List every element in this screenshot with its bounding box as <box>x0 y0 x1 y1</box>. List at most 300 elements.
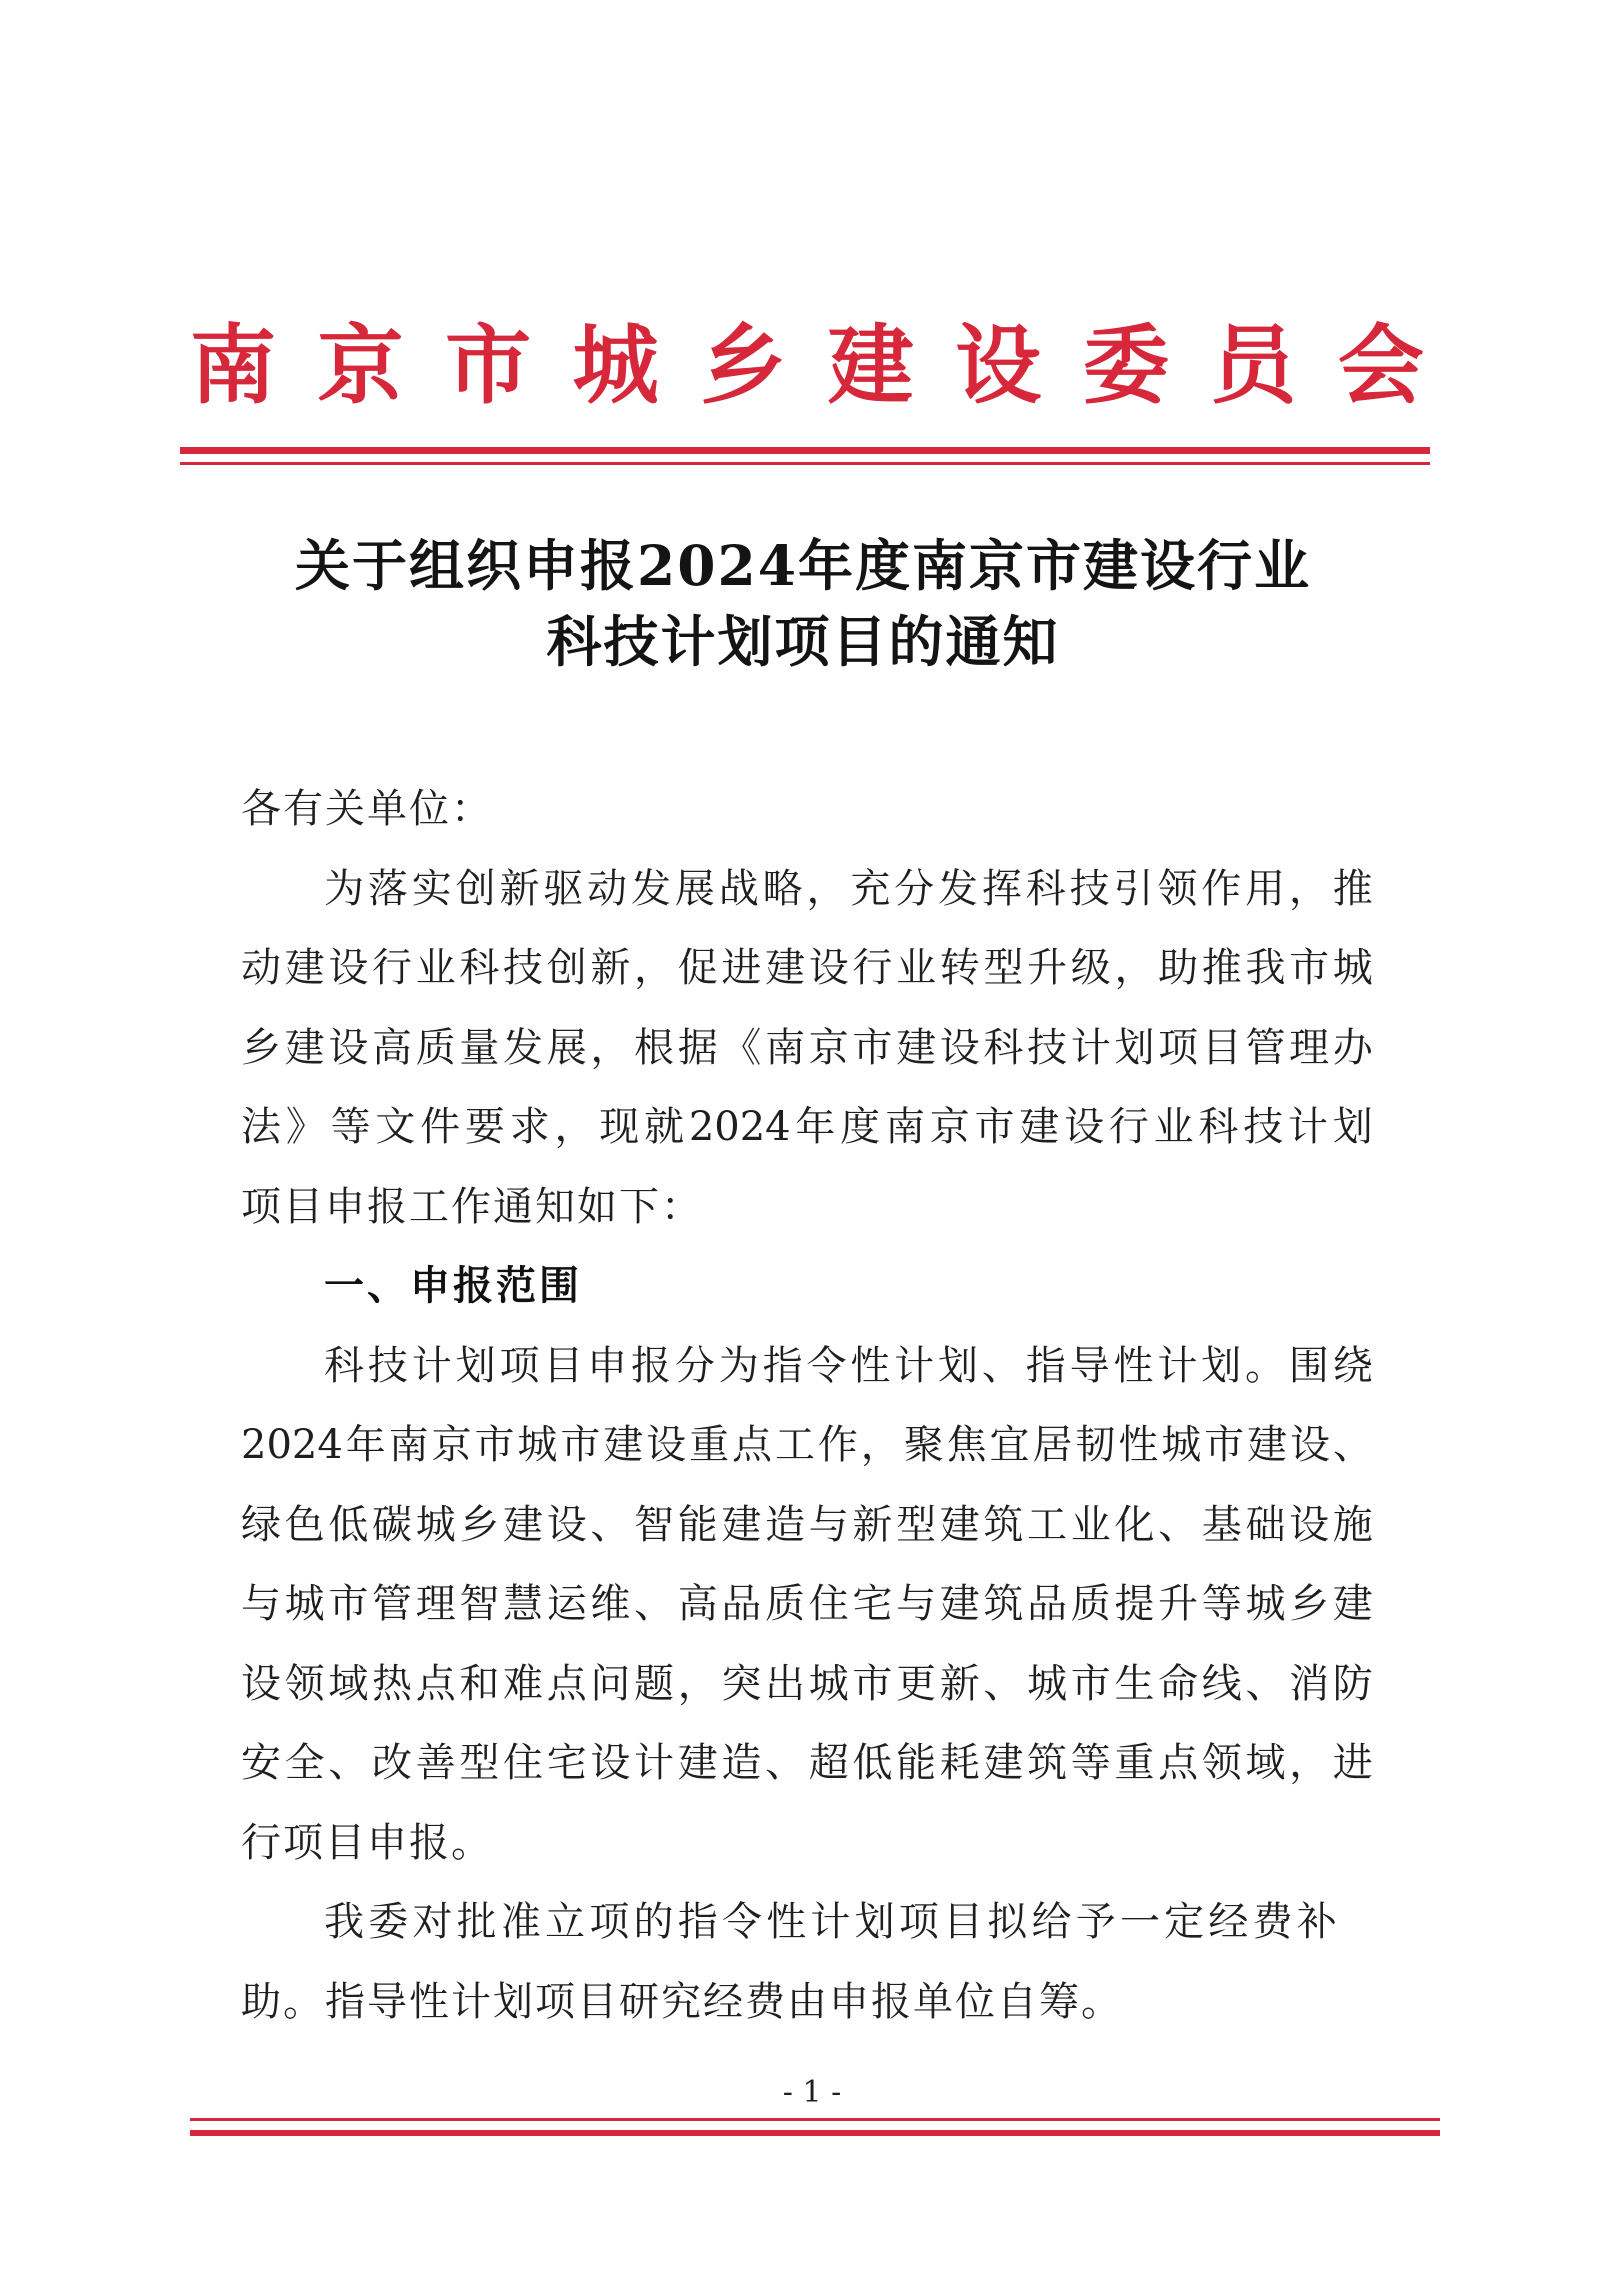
glyph: 维 <box>590 1581 631 1627</box>
glyph: 新 <box>499 865 540 912</box>
glyph: 重 <box>689 1422 730 1468</box>
glyph: 发 <box>631 865 672 912</box>
glyph: 2024 <box>688 1104 791 1150</box>
glyph: 项 <box>589 1899 630 1945</box>
glyph: 线 <box>1201 1660 1242 1707</box>
glyph: 技 <box>503 945 544 991</box>
glyph: 能 <box>896 1740 937 1786</box>
glyph: 立 <box>545 1899 586 1945</box>
glyph: ， <box>1289 1740 1330 1786</box>
glyph: 点 <box>546 1660 587 1707</box>
glyph: 低 <box>852 1740 893 1786</box>
glyph: 令 <box>721 1899 762 1945</box>
glyph: 技 <box>1069 865 1110 912</box>
glyph: 设 <box>1290 1422 1330 1468</box>
glyph: 等 <box>1201 1581 1242 1627</box>
glyph: 划 <box>455 1342 496 1389</box>
glyph: 技 <box>367 1342 408 1389</box>
section-heading: 一、申报范围 <box>324 1263 582 1309</box>
glyph: 建 <box>284 1024 325 1071</box>
footer-rule-thin <box>190 2118 1440 2121</box>
document-title-line-1: 关于组织申报2024年度南京市建设行业 <box>294 533 1312 598</box>
glyph: 低 <box>328 1501 369 1548</box>
glyph: 建 <box>1019 1104 1060 1150</box>
glyph: 城 <box>415 1501 456 1548</box>
glyph: 宅 <box>852 1581 893 1627</box>
glyph: 消 <box>1289 1660 1330 1707</box>
glyph: 难 <box>503 1660 544 1707</box>
glyph: 居 <box>1032 1422 1073 1468</box>
glyph: 与 <box>808 1501 849 1548</box>
glyph: 建 <box>896 1024 937 1071</box>
intro-line <box>241 1009 1373 1089</box>
salutation: 各有关单位： <box>241 786 493 832</box>
glyph: 与 <box>896 1581 937 1627</box>
glyph: 补 <box>1296 1899 1337 1945</box>
glyph: 防 <box>1332 1660 1373 1707</box>
glyph: 热 <box>372 1660 413 1707</box>
glyph: 项 <box>499 1342 540 1389</box>
glyph: 建 <box>765 945 806 991</box>
glyph: 南 <box>190 315 276 416</box>
glyph: 筑 <box>983 1501 1024 1548</box>
glyph: 报 <box>631 1342 672 1389</box>
glyph: 、 <box>983 1660 1024 1707</box>
glyph: 技 <box>1243 1104 1284 1150</box>
glyph: 宅 <box>546 1740 587 1786</box>
glyph: 施 <box>1332 1501 1373 1548</box>
glyph: 员 <box>1210 315 1297 416</box>
glyph: 划 <box>854 1899 895 1945</box>
glyph: 根 <box>634 1024 675 1071</box>
glyph: 年 <box>795 1104 836 1150</box>
glyph: 领 <box>1157 865 1198 912</box>
glyph: 设 <box>546 1501 587 1548</box>
glyph: 文 <box>375 1104 416 1150</box>
glyph: 建 <box>1332 1581 1373 1627</box>
glyph: 安 <box>241 1740 281 1786</box>
glyph: 京 <box>317 315 404 416</box>
glyph: 拟 <box>987 1899 1028 1945</box>
glyph: 建 <box>284 945 325 991</box>
glyph: 计 <box>1070 1024 1111 1071</box>
glyph: 住 <box>808 1581 849 1627</box>
document-title-line-2: 科技计划项目的通知 <box>546 609 1060 674</box>
glyph: 建 <box>939 1581 980 1627</box>
glyph: 办 <box>1332 1024 1373 1071</box>
glyph: 科 <box>1198 1104 1239 1150</box>
glyph: 引 <box>1113 865 1154 912</box>
glyph: 量 <box>459 1024 500 1071</box>
glyph: 能 <box>677 1501 718 1548</box>
glyph: 略 <box>762 865 803 912</box>
glyph: 市 <box>852 1660 893 1707</box>
glyph: 设 <box>1064 1104 1105 1150</box>
scope-paragraph-line <box>241 1724 1373 1804</box>
glyph: 市 <box>560 1422 601 1468</box>
glyph: 发 <box>503 1024 544 1071</box>
glyph: 化 <box>1114 1501 1155 1548</box>
glyph: 市 <box>474 1422 515 1468</box>
glyph: 城 <box>808 1660 849 1707</box>
glyph: 域 <box>328 1660 369 1707</box>
letterhead-rule-thin <box>180 462 1430 465</box>
glyph: 建 <box>983 1740 1024 1786</box>
glyph: 建 <box>1247 1422 1288 1468</box>
glyph: 点 <box>415 1660 456 1707</box>
glyph: 乡 <box>1289 1581 1330 1627</box>
glyph: 城 <box>1161 1422 1202 1468</box>
glyph: 驱 <box>543 865 584 912</box>
glyph: ， <box>860 1422 901 1468</box>
glyph: 令 <box>806 1342 847 1389</box>
glyph: 城 <box>572 315 659 416</box>
glyph: 分 <box>674 1342 715 1389</box>
glyph: 问 <box>590 1660 631 1707</box>
glyph: 市 <box>445 315 532 416</box>
glyph: 目 <box>943 1899 984 1945</box>
glyph: 技 <box>1027 1024 1068 1071</box>
glyph: 的 <box>633 1899 674 1945</box>
intro-line <box>241 850 1373 930</box>
glyph: 超 <box>808 1740 849 1786</box>
glyph: 设 <box>646 1422 687 1468</box>
glyph: 建 <box>721 1501 762 1548</box>
glyph: 费 <box>1252 1899 1293 1945</box>
glyph: 善 <box>415 1740 456 1786</box>
glyph: 动 <box>587 865 628 912</box>
glyph: 围 <box>1288 1342 1329 1389</box>
glyph: 南 <box>765 1024 806 1071</box>
glyph: 设 <box>808 945 849 991</box>
glyph: 市 <box>852 1024 893 1071</box>
glyph: 项 <box>1158 1024 1199 1071</box>
glyph: 质 <box>1070 1581 1111 1627</box>
glyph: 性 <box>1118 1422 1159 1468</box>
glyph: 焦 <box>946 1422 987 1468</box>
glyph: 设 <box>939 1024 980 1071</box>
glyph: 划 <box>1332 1104 1373 1150</box>
glyph: 城 <box>1245 1581 1286 1627</box>
glyph: 工 <box>774 1422 815 1468</box>
glyph: 设 <box>590 1740 631 1786</box>
glyph: 市 <box>1289 945 1330 991</box>
glyph: 南 <box>884 1104 925 1150</box>
glyph: 性 <box>850 1342 891 1389</box>
glyph: 型 <box>983 945 1024 991</box>
glyph: 就 <box>644 1104 685 1150</box>
glyph: 、 <box>981 1342 1022 1389</box>
glyph: 城 <box>517 1422 558 1468</box>
glyph: ， <box>634 945 675 991</box>
glyph: 准 <box>500 1899 541 1945</box>
glyph: 理 <box>415 1581 456 1627</box>
glyph: 碳 <box>372 1501 413 1548</box>
glyph: 管 <box>372 1581 413 1627</box>
glyph: 出 <box>765 1660 806 1707</box>
glyph: 造 <box>721 1740 762 1786</box>
glyph: 升 <box>1027 945 1068 991</box>
glyph: 》 <box>285 1104 326 1150</box>
funding-paragraph-line <box>241 1883 1373 1963</box>
glyph: 度 <box>840 1104 881 1150</box>
glyph: 型 <box>896 1501 937 1548</box>
glyph: 韧 <box>1075 1422 1116 1468</box>
glyph: 业 <box>896 945 937 991</box>
glyph: 会 <box>1337 315 1424 416</box>
glyph: 对 <box>412 1899 453 1945</box>
glyph: 发 <box>938 865 979 912</box>
glyph: 绿 <box>241 1501 281 1548</box>
letterhead-org-name <box>190 315 1424 416</box>
glyph: 点 <box>1158 1740 1199 1786</box>
funding-paragraph-line: 助。指导性计划项目研究经费由申报单位自筹。 <box>241 1978 1123 2025</box>
glyph: 推 <box>1332 865 1373 912</box>
glyph: 实 <box>411 865 452 912</box>
glyph: 设 <box>955 315 1042 416</box>
glyph: 命 <box>1158 1660 1199 1707</box>
glyph: 战 <box>718 865 759 912</box>
glyph: 市 <box>1070 1660 1111 1707</box>
glyph: 京 <box>431 1422 472 1468</box>
footer-rule-thick <box>190 2130 1440 2136</box>
glyph: 市 <box>1204 1422 1245 1468</box>
glyph: 域 <box>1245 1740 1286 1786</box>
glyph: 宜 <box>989 1422 1030 1468</box>
intro-line <box>241 1088 1373 1168</box>
glyph: 更 <box>896 1660 937 1707</box>
glyph: 设 <box>1289 1501 1330 1548</box>
glyph: 动 <box>241 945 281 991</box>
glyph: 划 <box>938 1342 979 1389</box>
glyph: 建 <box>939 1501 980 1548</box>
glyph: 行 <box>1108 1104 1149 1150</box>
glyph: 新 <box>939 1660 980 1707</box>
glyph: 品 <box>1027 1581 1068 1627</box>
letterhead-rule-thick <box>180 447 1430 454</box>
glyph: ， <box>1288 865 1329 912</box>
glyph: 目 <box>1201 1024 1242 1071</box>
glyph: 型 <box>459 1740 500 1786</box>
glyph: 市 <box>328 1581 369 1627</box>
glyph: 我 <box>1245 945 1286 991</box>
scope-paragraph-line <box>241 1565 1373 1645</box>
glyph: 性 <box>1113 1342 1154 1389</box>
glyph: 要 <box>464 1104 505 1150</box>
glyph: 指 <box>762 1342 803 1389</box>
glyph: ， <box>1114 945 1155 991</box>
glyph: 作 <box>1201 865 1242 912</box>
glyph: 件 <box>420 1104 461 1150</box>
glyph: 、 <box>765 1740 806 1786</box>
glyph: 展 <box>674 865 715 912</box>
glyph: 计 <box>1287 1104 1328 1150</box>
glyph: 运 <box>546 1581 587 1627</box>
glyph: 工 <box>1027 1501 1068 1548</box>
glyph: 乡 <box>241 1024 281 1071</box>
glyph: 新 <box>852 1501 893 1548</box>
glyph: 改 <box>372 1740 413 1786</box>
glyph: 导 <box>1069 1342 1110 1389</box>
glyph: ， <box>806 865 847 912</box>
glyph: 划 <box>1201 1342 1242 1389</box>
glyph: 领 <box>1201 1740 1242 1786</box>
glyph: 绕 <box>1332 1342 1373 1389</box>
glyph: 为 <box>718 1342 759 1389</box>
glyph: 指 <box>677 1899 718 1945</box>
glyph: 推 <box>1201 945 1242 991</box>
glyph: 。 <box>1245 1342 1286 1389</box>
glyph: 科 <box>459 945 500 991</box>
glyph: ， <box>554 1104 595 1150</box>
glyph: 提 <box>1114 1581 1155 1627</box>
glyph: 筑 <box>983 1581 1024 1627</box>
glyph: 转 <box>939 945 980 991</box>
glyph: 与 <box>241 1581 281 1627</box>
glyph: 指 <box>1025 1342 1066 1389</box>
glyph: 建 <box>677 1740 718 1786</box>
glyph: 市 <box>974 1104 1015 1150</box>
glyph: 建 <box>603 1422 644 1468</box>
glyph: ， <box>590 1024 631 1071</box>
glyph: 作 <box>817 1422 858 1468</box>
glyph: 给 <box>1031 1899 1072 1945</box>
glyph: 分 <box>894 865 935 912</box>
glyph: 计 <box>1157 1342 1198 1389</box>
glyph: 慧 <box>503 1581 544 1627</box>
glyph: 城 <box>284 1581 325 1627</box>
glyph: 充 <box>850 865 891 912</box>
glyph: 落 <box>367 865 408 912</box>
glyph: 理 <box>1289 1024 1330 1071</box>
document-body <box>241 770 1373 2042</box>
glyph: 南 <box>388 1422 429 1468</box>
glyph: 展 <box>546 1024 587 1071</box>
glyph: 升 <box>1158 1581 1199 1627</box>
intro-line <box>241 929 1373 1009</box>
glyph: 计 <box>634 1740 675 1786</box>
glyph: 质 <box>765 1581 806 1627</box>
glyph: 全 <box>284 1740 325 1786</box>
glyph: 行 <box>852 945 893 991</box>
glyph: 题 <box>634 1660 675 1707</box>
glyph: 性 <box>766 1899 807 1945</box>
glyph: 突 <box>721 1660 762 1707</box>
glyph: 设 <box>328 945 369 991</box>
intro-line: 项目申报工作通知如下： <box>241 1183 703 1230</box>
glyph: 业 <box>1153 1104 1194 1150</box>
glyph: 等 <box>1070 1740 1111 1786</box>
glyph: 城 <box>1332 945 1373 991</box>
glyph: 、 <box>328 1740 369 1786</box>
glyph: 设 <box>241 1660 281 1707</box>
glyph: 予 <box>1075 1899 1116 1945</box>
glyph: 、 <box>1245 1660 1286 1707</box>
glyph: 计 <box>894 1342 935 1389</box>
glyph: 和 <box>459 1660 500 1707</box>
scope-paragraph-line: 行项目申报。 <box>241 1819 493 1866</box>
glyph: 定 <box>1164 1899 1205 1945</box>
glyph: 新 <box>590 945 631 991</box>
glyph: 促 <box>677 945 718 991</box>
glyph: 管 <box>1245 1024 1286 1071</box>
glyph: 申 <box>587 1342 628 1389</box>
glyph: 等 <box>330 1104 371 1150</box>
glyph: 、 <box>1158 1501 1199 1548</box>
glyph: 挥 <box>981 865 1022 912</box>
glyph: 乡 <box>700 315 787 416</box>
glyph: 求 <box>509 1104 550 1150</box>
glyph: 品 <box>721 1581 762 1627</box>
glyph: 、 <box>590 1501 631 1548</box>
glyph: 法 <box>241 1104 281 1150</box>
glyph: 聚 <box>903 1422 944 1468</box>
glyph: 项 <box>898 1899 939 1945</box>
glyph: 建 <box>503 1501 544 1548</box>
glyph: 计 <box>411 1342 452 1389</box>
glyph: 筑 <box>1027 1740 1068 1786</box>
glyph: 智 <box>459 1581 500 1627</box>
glyph: 一 <box>1119 1899 1160 1945</box>
glyph: 础 <box>1245 1501 1286 1548</box>
glyph: 科 <box>983 1024 1024 1071</box>
glyph: 经 <box>1208 1899 1249 1945</box>
glyph: 乡 <box>459 1501 500 1548</box>
glyph: 高 <box>677 1581 718 1627</box>
glyph: 计 <box>810 1899 851 1945</box>
glyph: 进 <box>1332 1740 1373 1786</box>
glyph: 批 <box>456 1899 497 1945</box>
glyph: 委 <box>368 1899 409 1945</box>
scope-paragraph-line <box>241 1327 1373 1407</box>
glyph: 、 <box>634 1581 675 1627</box>
glyph: 用 <box>1245 865 1286 912</box>
glyph: 造 <box>765 1501 806 1548</box>
glyph: 京 <box>929 1104 970 1150</box>
glyph: 2024 <box>241 1422 343 1468</box>
glyph: 委 <box>1082 315 1169 416</box>
page-number: - 1 - <box>782 2075 842 2110</box>
scope-paragraph-line <box>241 1406 1373 1486</box>
glyph: 色 <box>284 1501 325 1548</box>
glyph: 创 <box>546 945 587 991</box>
glyph: 京 <box>808 1024 849 1071</box>
glyph: 业 <box>1070 1501 1111 1548</box>
glyph: 助 <box>1158 945 1199 991</box>
glyph: 级 <box>1070 945 1111 991</box>
glyph: ， <box>677 1660 718 1707</box>
glyph: 划 <box>1114 1024 1155 1071</box>
glyph: 为 <box>324 865 364 912</box>
glyph: 进 <box>721 945 762 991</box>
glyph: 耗 <box>939 1740 980 1786</box>
glyph: 我 <box>324 1899 364 1945</box>
glyph: 目 <box>543 1342 584 1389</box>
glyph: 基 <box>1201 1501 1242 1548</box>
glyph: 建 <box>827 315 914 416</box>
glyph: 科 <box>1025 865 1066 912</box>
glyph: 生 <box>1114 1660 1155 1707</box>
glyph: 科 <box>324 1342 364 1389</box>
glyph: 据 <box>677 1024 718 1071</box>
glyph: 领 <box>284 1660 325 1707</box>
glyph: 智 <box>634 1501 675 1548</box>
glyph: 重 <box>1114 1740 1155 1786</box>
glyph: 《 <box>721 1024 762 1071</box>
glyph: 行 <box>372 945 413 991</box>
glyph: 创 <box>455 865 496 912</box>
glyph: 、 <box>1332 1422 1373 1468</box>
